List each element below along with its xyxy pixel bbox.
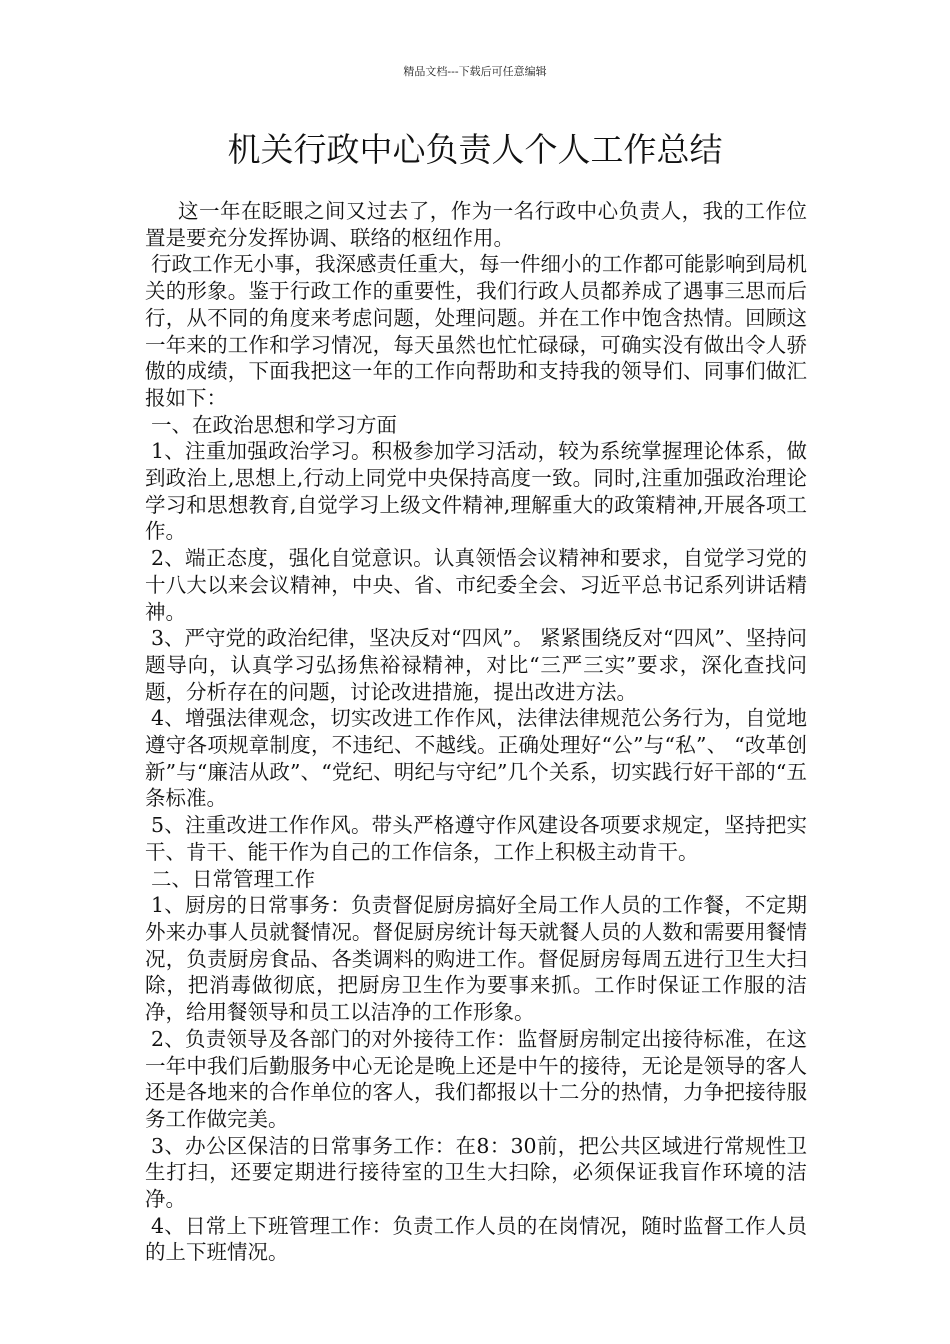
list-item: 5、注重改进工作作风。带头严格遵守作风建设各项要求规定，坚持把实干、肯干、能干作为自己的工作信条，工作上积极主动肯干。 bbox=[145, 813, 807, 864]
list-item: 3、严守党的政治纪律，坚决反对“四风”。 紧紧围绕反对“四风”、坚持问题导向，认真学习弘扬焦裕禄精神，对比“三严三实”要求，深化查找问题，分析存在的问题，讨论改进措施，提出改进方法。 bbox=[145, 626, 807, 704]
section-heading: 二、日常管理工作 bbox=[151, 866, 315, 891]
document-body bbox=[145, 198, 807, 1266]
list-item: 3、办公区保洁的日常事务工作：在8：30前，把公共区域进行常规性卫生打扫，还要定期进行接待室的卫生大扫除，必须保证我盲作环境的洁净。 bbox=[145, 1133, 807, 1212]
list-item: 2、负责领导及各部门的对外接待工作：监督厨房制定出接待标准，在这一年中我们后勤服务中心无论是晚上还是中午的接待，无论是领导的客人还是各地来的合作单位的客人，我们都报以十二分的热情，力争把接待服务工作做完美。 bbox=[145, 1026, 807, 1131]
list-item: 4、日常上下班管理工作：负责工作人员的在岗情况，随时监督工作人员的上下班情况。 bbox=[145, 1213, 807, 1265]
body-paragraph: 行政工作无小事，我深感责任重大，每一件细小的工作都可能影响到局机关的形象。鉴于行政工作的重要性，我们行政人员都养成了遇事三思而后行，从不同的角度来考虑问题，处理问题。并在工作中饱含热情。回顾这一年来的工作和学习情况，每天虽然也忙忙碌碌，可确实没有做出令人骄傲的成绩，下面我把这一年的工作向帮助和支持我的领导们、同事们做汇报如下： bbox=[145, 252, 807, 410]
section-heading: 一、在政治思想和学习方面 bbox=[151, 412, 397, 437]
list-item: 1、注重加强政治学习。积极参加学习活动，较为系统掌握理论体系，做到政治上,思想上,行动上同党中央保持高度一致。同时,注重加强政治理论学习和思想教育,自觉学习上级文件精神,理解重大的政策精神,开展各项工作。 bbox=[145, 439, 807, 544]
intro-paragraph: 这一年在眨眼之间又过去了，作为一名行政中心负责人，我的工作位置是要充分发挥协调、联络的枢纽作用。 bbox=[145, 199, 807, 250]
list-item: 4、增强法律观念，切实改进工作作风，法律法律规范公务行为，自觉地遵守各项规章制度，不违纪、不越线。正确处理好“公”与“私”、 “改革创新”与“廉洁从政”、“党纪、明纪与守纪”几个关系，切实践行好干部的“五条标准。 bbox=[145, 706, 807, 811]
list-item: 1、厨房的日常事务：负责督促厨房搞好全局工作人员的工作餐，不定期外来办事人员就餐情况。督促厨房统计每天就餐人员的人数和需要用餐情况，负责厨房食品、各类调料的购进工作。督促厨房每周五进行卫生大扫除，把消毒做彻底，把厨房卫生作为要事来抓。工作时保证工作服的洁净，给用餐领导和员工以洁净的工作形象。 bbox=[145, 893, 807, 1025]
list-item: 2、端正态度，强化自觉意识。认真领悟会议精神和要求，自觉学习党的十八大以来会议精神，中央、省、市纪委全会、习近平总书记系列讲话精神。 bbox=[145, 546, 807, 624]
page-header-watermark: 精品文档---下载后可任意编辑 bbox=[403, 65, 547, 78]
document-title: 机关行政中心负责人个人工作总结 bbox=[227, 130, 723, 169]
